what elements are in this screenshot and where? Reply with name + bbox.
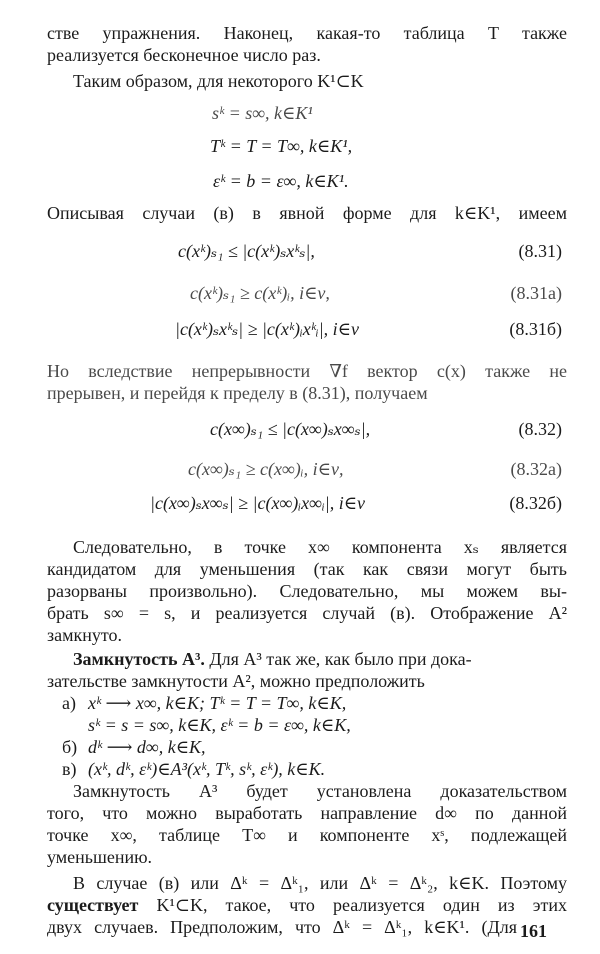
equation-line: εᵏ = b = ε∞, k∈K¹. xyxy=(213,171,349,191)
equation-number: (8.32) xyxy=(518,419,562,439)
text-line: разорваны произвольно). Следовательно, мы можем вы- xyxy=(47,581,567,601)
item-label: а) xyxy=(62,693,76,713)
equation-8-32b: |c(x∞)ₛx∞ₛ| ≥ |c(x∞)ᵢx∞ᵢ|, i∈ν xyxy=(150,493,366,513)
text-paragraph-line xyxy=(47,894,567,916)
text-line: прерывен, и перейдя к пределу в (8.31), получаем xyxy=(47,383,428,403)
equation-line: sᵏ = s∞, k∈K¹ xyxy=(212,103,313,123)
item-formula: sᵏ = s = s∞, k∈K, εᵏ = b = ε∞, k∈K, xyxy=(88,715,351,735)
item-formula: xᵏ ⟶ x∞, k∈K; Tᵏ = T = T∞, k∈K, xyxy=(88,693,347,713)
text-line: реализуется бесконечное число раз. xyxy=(47,45,321,65)
text-line: Но вследствие непрерывности ∇f вектор c(x) также не xyxy=(47,361,567,381)
equation-8-31: c(xᵏ)ₛ₁ ≤ |c(xᵏ)ₛxᵏₛ|, xyxy=(178,241,315,261)
text-line: двух случаев. Предположим, что Δᵏ = Δᵏ₁, k∈K¹. (Для xyxy=(47,917,517,937)
text-span: K¹⊂K, такое, что реализуется один из этих xyxy=(156,895,567,915)
text-line: В случае (в) или Δᵏ = Δᵏ₁, или Δᵏ = Δᵏ₂, k∈K. Поэтому xyxy=(73,873,567,893)
equation-number: (8.31) xyxy=(518,241,562,261)
equation-8-31a: c(xᵏ)ₛ₁ ≥ c(xᵏ)ᵢ, i∈ν, xyxy=(190,283,330,303)
page-number: 161 xyxy=(520,921,547,941)
equation-8-32: c(x∞)ₛ₁ ≤ |c(x∞)ₛx∞ₛ|, xyxy=(210,419,371,439)
text-line: Таким образом, для некоторого K¹⊂K xyxy=(73,71,364,91)
text-line: замкнуто. xyxy=(47,625,122,645)
text-line: зательстве замкнутости A², можно предположить xyxy=(47,671,425,691)
text-line: Следовательно, в точке x∞ компонента xₛ является xyxy=(73,537,567,557)
text-line: кандидатом для уменьшения (так как связи могут быть xyxy=(47,559,567,579)
item-label: б) xyxy=(62,737,78,757)
section-heading: Замкнутость A³. xyxy=(73,649,205,669)
text-line: Замкнутость A³ будет установлена доказательством xyxy=(73,781,567,801)
equation-8-32a: c(x∞)ₛ₁ ≥ c(x∞)ᵢ, i∈ν, xyxy=(188,459,344,479)
equation-number: (8.31а) xyxy=(510,283,562,303)
section-paragraph-start xyxy=(73,648,567,670)
text-span: Для A³ так же, как было при дока- xyxy=(209,649,472,669)
text-line: точке x∞, таблице T∞ и компоненте xˢ, подлежащей xyxy=(47,825,567,845)
equation-number: (8.31б) xyxy=(509,319,562,339)
text-line: Описывая случаи (в) в явной форме для k∈K¹, имеем xyxy=(47,203,567,223)
bold-word: существует xyxy=(47,895,139,915)
text-line: уменьшению. xyxy=(47,847,153,867)
equation-number: (8.32б) xyxy=(509,493,562,513)
equation-line: Tᵏ = T = T∞, k∈K¹, xyxy=(210,136,353,156)
text-line: брать s∞ = s, и реализуется случай (в). Отображение A² xyxy=(47,603,567,623)
item-label: в) xyxy=(62,759,77,779)
item-formula: (xᵏ, dᵏ, εᵏ)∈A³(xᵏ, Tᵏ, sᵏ, εᵏ), k∈K. xyxy=(88,759,326,779)
text-line: стве упражнения. Наконец, какая-то таблица T также xyxy=(47,23,567,43)
equation-8-31b: |c(xᵏ)ₛxᵏₛ| ≥ |c(xᵏ)ᵢxᵏᵢ|, i∈ν xyxy=(175,319,359,339)
equation-number: (8.32а) xyxy=(510,459,562,479)
item-formula: dᵏ ⟶ d∞, k∈K, xyxy=(88,737,206,757)
text-line: того, что можно выработать направление d∞ по данной xyxy=(47,803,567,823)
